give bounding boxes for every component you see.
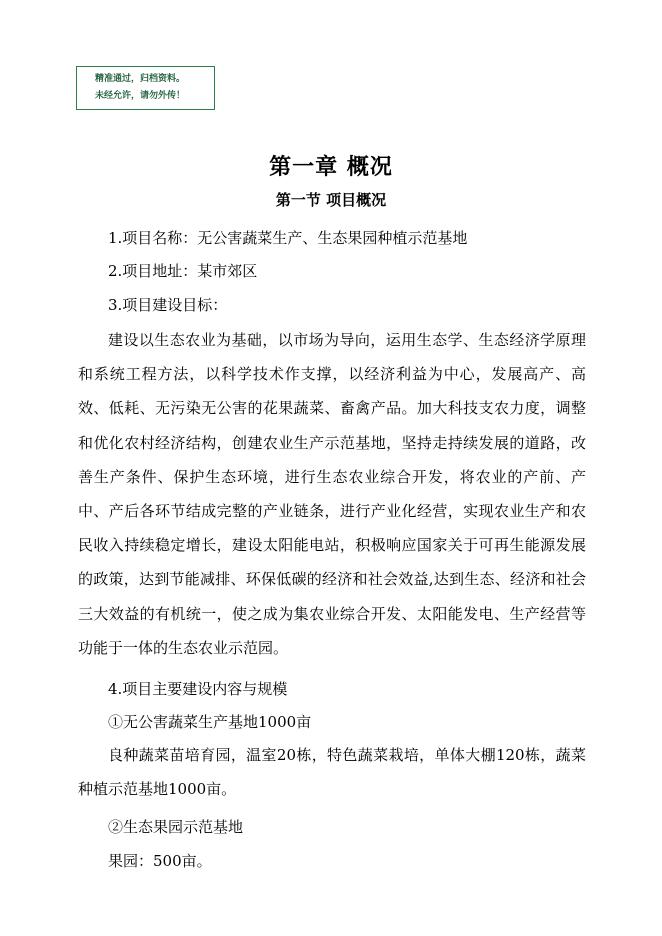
vegetable-base-paragraph: 良种蔬菜苗培育园，温室20栋，特色蔬菜栽培，单体大棚120栋，蔬菜种植示范基地1000亩。 — [78, 746, 586, 799]
project-address: 2.项目地址：某市郊区 — [108, 262, 258, 280]
orchard-text: 果园：500亩。 — [108, 852, 212, 870]
vegetable-base-heading: ①无公害蔬菜生产基地1000亩 — [108, 713, 312, 731]
project-name: 1.项目名称：无公害蔬菜生产、生态果园种植示范基地 — [108, 229, 468, 247]
orchard-heading: ②生态果园示范基地 — [108, 818, 244, 836]
project-goal-heading: 3.项目建设目标： — [108, 296, 228, 314]
project-goal-paragraph: 建设以生态农业为基础，以市场为导向，运用生态学、生态经济学原理和系统工程方法，以科学技术作支撑，以经济利益为中心，发展高产、高效、低耗、无污染无公害的花果蔬菜、畜禽产品。加大科技支农力度，调整和优化农村经济结构，创建农业生产示范基地，坚持走持续发展的道路，改善生产条件、保护生态环境，进行生态农业综合开发，将农业的产前、产中、产后各环节结成完整的产业链条，进行产业化经营，实现农业生产和农民收入持续稳定增长，建设太阳能电站，积极响应国家关于可再生能源发展的政策，达到节能减排、环保低碳的经济和社会效益,达到生态、经济和社会三大效益的有机统一，使之成为集农业综合开发、太阳能发电、生产经营等功能于一体的生态农业示范园。 — [78, 331, 586, 657]
section-title: 第一节 项目概况 — [275, 191, 387, 209]
stamp-line-2: 未经允许，请勿外传！ — [95, 91, 186, 101]
approval-stamp — [76, 66, 215, 110]
stamp-line-1: 精准通过，归档资料。 — [95, 74, 186, 84]
construction-heading: 4.项目主要建设内容与规模 — [108, 680, 288, 698]
chapter-title: 第一章 概况 — [269, 154, 393, 180]
